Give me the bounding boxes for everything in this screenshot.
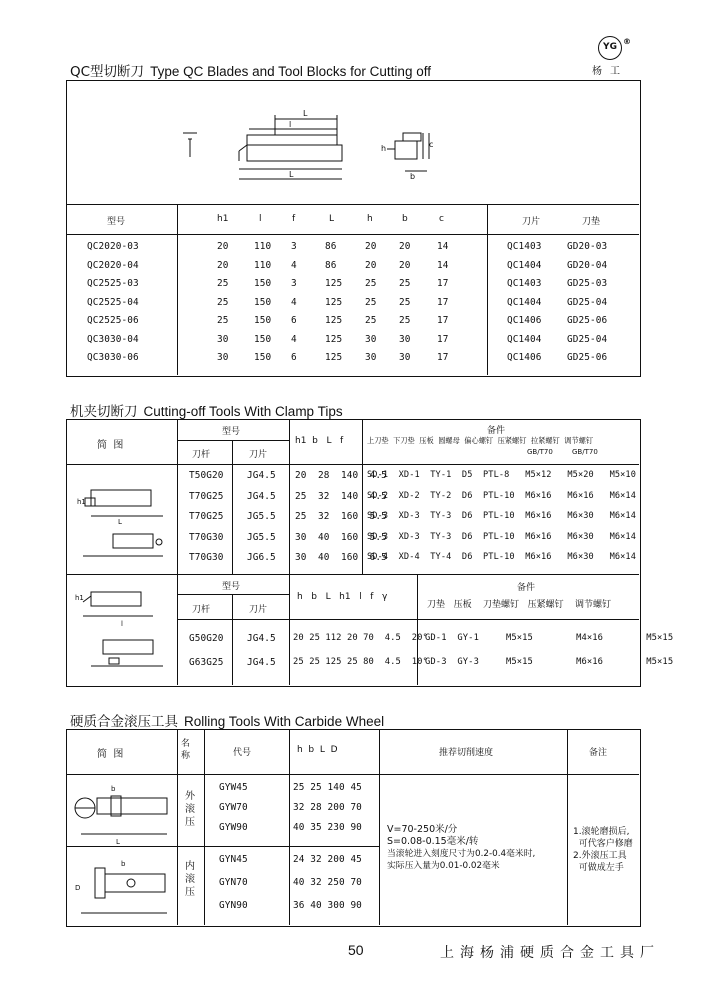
qc-cell: GD25-04: [567, 296, 608, 308]
clamp-b-cell-dims: 20 25 112 20 70 4.5 20°: [293, 633, 428, 643]
rolling-header-name: 名 称: [181, 739, 191, 761]
divider: [379, 730, 380, 925]
qc-cell: 25: [217, 296, 229, 308]
qc-header-c: c: [439, 214, 444, 224]
divider: [177, 420, 178, 685]
qc-cell: 150: [254, 278, 272, 289]
clamp-b-header-holder: 刀杆: [192, 605, 211, 615]
divider: [289, 730, 290, 925]
svg-text:c: c: [429, 140, 434, 149]
roll-cell-code: GYW90: [219, 822, 248, 833]
clamp-cell-holder: T70G30: [189, 552, 224, 563]
rolling-header-sketch: 简 图: [97, 749, 124, 760]
qc-cell: 14: [437, 241, 449, 252]
qc-cell: 150: [254, 315, 272, 326]
svg-text:L: L: [116, 838, 120, 846]
qc-cell: QC2525-06: [87, 315, 139, 326]
qc-cell: 25: [365, 315, 377, 326]
qc-cell: 125: [325, 352, 343, 363]
qc-cell: QC2020-04: [87, 259, 139, 271]
clamp-b-header-parts-sub: 刀垫 压板 刀垫螺钉 压紧螺钉 调节螺钉: [427, 600, 612, 610]
qc-cell: 17: [437, 333, 449, 345]
divider: [177, 440, 289, 441]
qc-cell: 4: [291, 333, 297, 345]
svg-text:l: l: [289, 120, 292, 129]
clamp-cell-parts: SD-3 XD-3 TY-3 D6 PTL-10 M6×16 M6×30 M6×14: [367, 511, 636, 521]
section-clamp-title: 机夹切断刀 Cutting-off Tools With Clamp Tips: [70, 404, 343, 420]
note-line: 可做成左手: [573, 863, 624, 873]
clamp-b-cell-parts: GD-3 GY-3 M5×15 M6×16 M5×15: [425, 657, 674, 667]
svg-text:h: h: [381, 144, 387, 153]
svg-text:b: b: [111, 785, 116, 793]
divider: [567, 730, 568, 925]
qc-cell: 30: [217, 352, 229, 363]
divider: [177, 619, 639, 620]
page-number: 50: [348, 942, 364, 958]
section-rolling-title: 硬质合金滚压工具 Rolling Tools With Carbide Wheel: [70, 714, 385, 730]
clamp-b-cell-blade: JG4.5: [247, 633, 276, 644]
qc-cell: QC3030-04: [87, 333, 139, 345]
qc-cell: QC1404: [507, 259, 542, 271]
divider: [232, 440, 233, 574]
clamp-cell-holder: T70G25: [189, 490, 224, 502]
clamp-cell-dims: 30 40 160 5.5: [295, 531, 387, 543]
qc-cell: 30: [399, 333, 411, 345]
divider: [67, 774, 639, 775]
qc-cell: 25: [217, 278, 229, 289]
qc-cell: 4: [291, 259, 297, 271]
qc-cell: 30: [217, 333, 229, 345]
clamp-b-cell-dims: 25 25 125 25 80 4.5 10°: [293, 657, 428, 667]
clamp-cell-blade: JG5.5: [247, 531, 276, 543]
qc-cell: 20: [217, 259, 229, 271]
svg-text:l: l: [121, 620, 123, 628]
clamp-cell-parts: SD-1 XD-1 TY-1 D5 PTL-8 M5×12 M5×20 M5×10: [367, 470, 636, 480]
qc-cell: 17: [437, 315, 449, 326]
rolling-tool-drawing: [71, 778, 175, 922]
roll-cell-dims: 24 32 200 45: [293, 854, 362, 865]
qc-cell: 20: [217, 241, 229, 252]
qc-cell: QC2525-04: [87, 296, 139, 308]
speed-line: 当滚轮进入刻度尺寸为0.2-0.4毫米时,: [387, 849, 536, 859]
roll-cell-code: GYN70: [219, 877, 248, 888]
clamp-cell-dims: 25 32 160 5.5: [295, 511, 387, 522]
qc-cell: QC1403: [507, 241, 542, 252]
qc-cell: 25: [365, 296, 377, 308]
divider: [204, 730, 205, 925]
logo-mark: YG ®: [598, 36, 622, 60]
qc-cell: QC2525-03: [87, 278, 139, 289]
clamp-header-parts-sub: 上刀垫 下刀垫 压板 圆螺母 偏心螺钉 压紧螺钉 拉紧螺钉 调节螺钉: [367, 436, 594, 445]
divider: [289, 574, 290, 685]
qc-cell: 86: [325, 241, 337, 252]
clamp-b-cell-parts: GD-1 GY-1 M5×15 M4×16 M5×15: [425, 633, 674, 643]
divider: [417, 574, 418, 685]
roll-cell-code: GYW70: [219, 802, 248, 813]
note-text: [573, 826, 633, 874]
svg-text:L: L: [303, 109, 308, 118]
qc-cell: 25: [399, 315, 411, 326]
svg-text:D: D: [75, 884, 81, 892]
qc-cell: 25: [399, 296, 411, 308]
qc-cell: 20: [399, 241, 411, 252]
section-qc-title: QC型切断刀 Type QC Blades and Tool Blocks for Cutting off: [70, 64, 431, 80]
qc-cell: 17: [437, 278, 449, 289]
divider: [289, 420, 290, 574]
clamp-cell-dims: 25 32 140 4.5: [295, 490, 387, 502]
clamp-header-dims: h1 b L f: [295, 436, 344, 446]
qc-table-frame: [66, 80, 641, 377]
qc-cell: 20: [365, 259, 377, 271]
divider: [67, 234, 639, 235]
rolling-header-note: 备注: [589, 748, 608, 758]
qc-cell: 150: [254, 333, 272, 345]
divider: [177, 730, 178, 925]
rolling-inner-name: 内 滚 压: [185, 861, 195, 898]
clamp-cell-blade: JG5.5: [247, 511, 276, 522]
note-line: 2.外滚压工具: [573, 851, 627, 861]
clamp-b-cell-holder: G63G25: [189, 657, 224, 668]
qc-cell: GD20-04: [567, 259, 608, 271]
divider: [67, 204, 639, 205]
qc-cell: 110: [254, 241, 272, 252]
clamp-header-blade: 刀片: [249, 450, 268, 460]
rolling-header-speed: 推荐切削速度: [439, 748, 494, 758]
rolling-table-frame: [66, 729, 641, 927]
rolling-header-dims: h b L D: [297, 745, 338, 755]
clamp-b-header-model: 型号: [222, 582, 241, 592]
qc-cell: GD25-06: [567, 315, 608, 326]
qc-cell: GD25-03: [567, 278, 608, 289]
qc-cell: 125: [325, 333, 343, 345]
qc-cell: 17: [437, 352, 449, 363]
clamp-cell-dims: 30 40 160 6.5: [295, 552, 387, 563]
divider: [177, 204, 178, 375]
company-logo: [590, 36, 630, 77]
clamp-cell-blade: JG6.5: [247, 552, 276, 563]
note-line: 可代客户修磨: [573, 839, 633, 849]
qc-cell: 150: [254, 296, 272, 308]
roll-cell-code: GYW45: [219, 782, 248, 793]
qc-header-blade: 刀片: [522, 217, 541, 227]
roll-cell-dims: 40 35 230 90: [293, 822, 362, 833]
clamp-cell-parts: SD-2 XD-2 TY-2 D6 PTL-10 M6×16 M6×16 M6×14: [367, 490, 636, 501]
qc-cell: 6: [291, 352, 297, 363]
qc-cell: 110: [254, 259, 272, 271]
divider: [177, 594, 289, 595]
clamp-cell-parts: SD-4 XD-4 TY-4 D6 PTL-10 M6×16 M6×30 M6×14: [367, 552, 636, 562]
qc-cell: 125: [325, 296, 343, 308]
qc-cell: 17: [437, 296, 449, 308]
qc-cell: 20: [365, 241, 377, 252]
qc-cell: GD25-06: [567, 352, 608, 363]
svg-text:L: L: [289, 170, 294, 179]
qc-cell: 25: [399, 278, 411, 289]
clamp-header-holder: 刀杆: [192, 450, 211, 460]
company-name: 上海杨浦硬质合金工具厂: [440, 945, 660, 961]
qc-cell: GD20-03: [567, 241, 608, 252]
qc-cell: QC1406: [507, 352, 542, 363]
qc-cell: 4: [291, 296, 297, 308]
svg-text:b: b: [410, 172, 416, 181]
qc-cell: 150: [254, 352, 272, 363]
qc-header-L: L: [329, 214, 335, 224]
qc-cell: QC1404: [507, 333, 542, 345]
qc-cell: QC1406: [507, 315, 542, 326]
qc-cell: QC1403: [507, 278, 542, 289]
speed-line: 实际压入量为0.01-0.02毫米: [387, 861, 500, 871]
qc-header-h: h: [367, 214, 373, 224]
roll-cell-code: GYN45: [219, 854, 248, 865]
clamp-header-model: 型号: [222, 427, 241, 437]
clamp-cell-blade: JG4.5: [247, 470, 276, 481]
svg-text:b: b: [121, 860, 126, 868]
qc-cell: 125: [325, 315, 343, 326]
clamp-table-frame: [66, 419, 674, 687]
clamp-cell-blade: JG4.5: [247, 490, 276, 502]
qc-cell: QC3030-06: [87, 352, 139, 363]
qc-cell: 3: [291, 241, 297, 252]
clamp-cell-dims: 20 28 140 4.5: [295, 470, 387, 481]
note-line: 1.滚轮磨损后,: [573, 827, 630, 837]
qc-cell: 86: [325, 259, 337, 271]
qc-cell: 25: [365, 278, 377, 289]
qc-cell: 3: [291, 278, 297, 289]
roll-cell-dims: 32 28 200 70: [293, 802, 362, 813]
clamp-b-cell-holder: G50G20: [189, 633, 224, 644]
clamp-cell-holder: T70G30: [189, 531, 224, 543]
qc-cell: 14: [437, 259, 449, 271]
divider: [67, 574, 639, 575]
qc-header-h1: h1: [217, 214, 229, 224]
qc-header-f: f: [292, 214, 296, 224]
svg-text:L: L: [118, 518, 122, 526]
rolling-header-code: 代号: [233, 748, 252, 758]
qc-cell: 30: [399, 352, 411, 363]
clamp-b-tool-drawing: [73, 582, 173, 680]
speed-text: [387, 824, 535, 872]
qc-blade-drawing: [177, 99, 507, 209]
qc-cell: QC1404: [507, 296, 542, 308]
divider: [487, 204, 488, 375]
speed-line: V=70-250米/分: [387, 824, 458, 835]
speed-line: S=0.08-0.15毫米/转: [387, 836, 479, 847]
divider: [232, 594, 233, 685]
clamp-b-header-blade: 刀片: [249, 605, 268, 615]
svg-text:h1: h1: [77, 498, 86, 506]
clamp-b-cell-blade: JG4.5: [247, 657, 276, 668]
logo-text: 杨工: [592, 66, 628, 77]
roll-cell-dims: 36 40 300 90: [293, 900, 362, 911]
qc-header-l: l: [259, 214, 262, 224]
rolling-outer-name: 外 滚 压: [185, 791, 195, 828]
qc-cell: 30: [365, 333, 377, 345]
clamp-cell-parts: SD-3 XD-3 TY-3 D6 PTL-10 M6×16 M6×30 M6×14: [367, 531, 636, 542]
clamp-tool-drawing: [73, 476, 173, 566]
clamp-header-sketch: 简 图: [97, 440, 124, 451]
roll-cell-dims: 40 32 250 70: [293, 877, 362, 888]
clamp-b-header-parts: 备件: [517, 583, 536, 593]
clamp-cell-holder: T50G20: [189, 470, 224, 481]
qc-cell: 25: [217, 315, 229, 326]
clamp-header-parts: 备件: [487, 426, 506, 436]
clamp-cell-holder: T70G25: [189, 511, 224, 522]
qc-header-pad: 刀垫: [582, 217, 601, 227]
clamp-b-header-dims: h b L h1 l f γ: [297, 592, 388, 602]
roll-cell-dims: 25 25 140 45: [293, 782, 362, 793]
roll-cell-code: GYN90: [219, 900, 248, 911]
clamp-header-gb1: GB/T70: [527, 448, 553, 456]
qc-header-b: b: [402, 214, 408, 224]
qc-cell: 6: [291, 315, 297, 326]
svg-text:h1: h1: [75, 594, 84, 602]
qc-cell: 125: [325, 278, 343, 289]
qc-cell: 20: [399, 259, 411, 271]
qc-header-model: 型号: [107, 217, 126, 227]
qc-cell: QC2020-03: [87, 241, 139, 252]
clamp-header-gb2: GB/T70: [572, 448, 598, 456]
qc-cell: GD25-04: [567, 333, 608, 345]
qc-cell: 30: [365, 352, 377, 363]
divider: [67, 464, 639, 465]
